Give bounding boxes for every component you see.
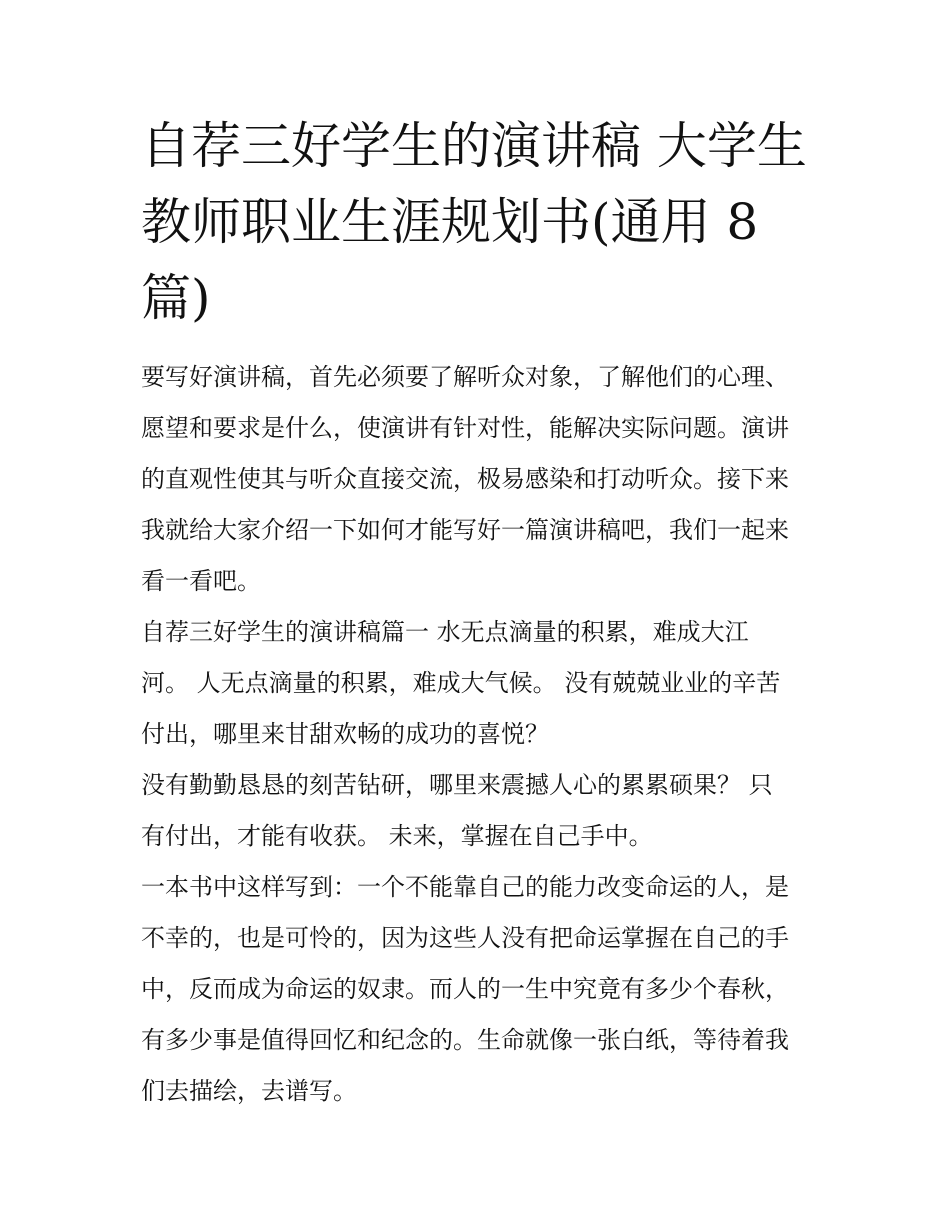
title-line-3: 篇) [141, 269, 211, 327]
title-line-1: 自荐三好学生的演讲稿 大学生 [141, 117, 807, 175]
text-line: 有多少事是值得回忆和纪念的。生命就像一张白纸，等待着我 [141, 1026, 789, 1054]
text-line: 一本书中这样写到：一个不能靠自己的能力改变命运的人，是 [141, 873, 789, 901]
document-title [141, 108, 820, 336]
title-line-2: 教师职业生涯规划书(通用 8 [141, 193, 759, 251]
text-line: 愿望和要求是什么，使演讲有针对性，能解决实际问题。演讲 [141, 414, 789, 442]
text-line: 自荐三好学生的演讲稿篇一 水无点滴量的积累，难成大江 [141, 618, 749, 646]
text-line: 我就给大家介绍一下如何才能写好一篇演讲稿吧，我们一起来 [141, 516, 789, 544]
paragraph-intro [141, 352, 820, 607]
text-line: 有付出，才能有收获。 未来，掌握在自己手中。 [141, 822, 653, 850]
paragraph-book-quote [141, 862, 820, 1117]
document-body [141, 352, 820, 1117]
text-line: 看一看吧。 [141, 567, 261, 595]
text-line: 付出，哪里来甘甜欢畅的成功的喜悦？ [141, 720, 549, 748]
text-line: 的直观性使其与听众直接交流，极易感染和打动听众。接下来 [141, 465, 789, 493]
paragraph-chapter-one [141, 607, 820, 760]
text-line: 中，反而成为命运的奴隶。而人的一生中究竟有多少个春秋， [141, 975, 789, 1003]
paragraph-effort [141, 760, 820, 862]
text-line: 河。 人无点滴量的积累，难成大气候。 没有兢兢业业的辛苦 [141, 669, 781, 697]
text-line: 没有勤勤恳恳的刻苦钻研，哪里来震撼人心的累累硕果？ 只 [141, 771, 773, 799]
text-line: 不幸的，也是可怜的，因为这些人没有把命运掌握在自己的手 [141, 924, 789, 952]
text-line: 们去描绘，去谱写。 [141, 1077, 357, 1105]
text-line: 要写好演讲稿，首先必须要了解听众对象，了解他们的心理、 [141, 363, 789, 391]
